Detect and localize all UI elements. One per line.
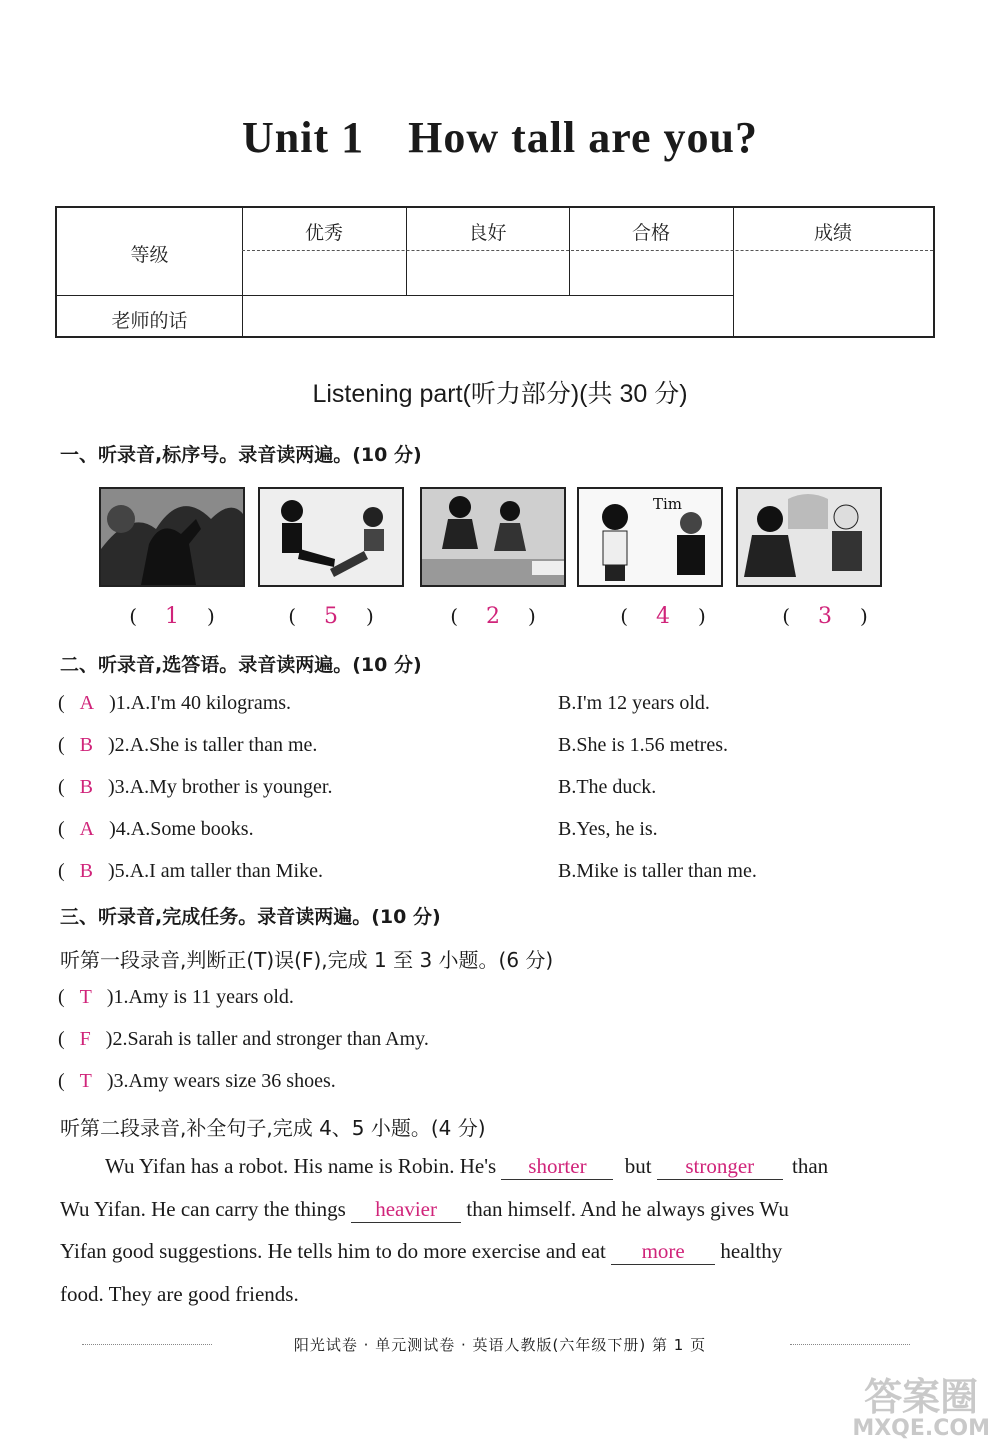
col-excellent: 优秀 <box>304 222 343 244</box>
part2-item-2: ( B )2.A.She is taller than me. <box>58 734 318 756</box>
option-b: B.She is 1.56 metres. <box>558 734 728 756</box>
part2-answer-2: B <box>79 734 94 756</box>
listening-heading: Listening part(听力部分)(共 30 分) <box>312 380 688 408</box>
blank-4: more <box>611 1239 715 1265</box>
part1-answer-2: 5 <box>324 604 338 629</box>
grade-label: 等级 <box>130 244 169 266</box>
watermark-logo: 答案圈 MXQE.COM <box>852 1375 990 1441</box>
blank-3: heavier <box>351 1197 461 1223</box>
teacher-comment-label: 老师的话 <box>111 310 188 332</box>
part2-answer-3: B <box>79 776 94 798</box>
option-a: A.My brother is younger. <box>129 776 333 798</box>
part3-heading: 三、听录音,完成任务。录音读两遍。(10 分) <box>60 906 441 928</box>
answer-paren-1: ( 1 ) <box>129 604 215 629</box>
part3-subheading-1: 听第一段录音,判断正(T)误(F),完成 1 至 3 小题。(6 分) <box>60 948 554 972</box>
blank-1: shorter <box>501 1154 613 1180</box>
answer-paren-5: ( 3 ) <box>782 604 868 629</box>
option-a: A.I'm 40 kilograms. <box>130 692 292 714</box>
page-title <box>0 112 1000 163</box>
part2-answer-5: B <box>79 860 94 882</box>
picture-3 <box>420 487 566 587</box>
part1-answer-3: 2 <box>486 604 500 629</box>
option-b: B.Mike is taller than me. <box>558 860 757 882</box>
part2-answer-4: A <box>79 818 95 840</box>
seesaw-kids-image <box>260 489 402 585</box>
part3-answer-1: T <box>79 986 92 1008</box>
picture-5 <box>736 487 882 587</box>
paragraph-line-3: Yifan good suggestions. He tells him to do more exercise and eat more healthy <box>60 1239 783 1263</box>
option-a: A.She is taller than me. <box>129 734 318 756</box>
part2-item-3: ( B )3.A.My brother is younger. <box>58 776 333 798</box>
paragraph-line-1: Wu Yifan has a robot. His name is Robin. He's shorter but stronger than <box>105 1154 829 1178</box>
part1-heading: 一、听录音,标序号。录音读两遍。(10 分) <box>60 444 422 466</box>
part2-heading: 二、听录音,选答语。录音读两遍。(10 分) <box>60 654 422 676</box>
unit-label: Unit 1 <box>242 113 365 162</box>
part3-answer-3: T <box>79 1070 92 1092</box>
paragraph-line-2: Wu Yifan. He can carry the things heavier than himself. And he always gives Wu <box>60 1197 789 1221</box>
girls-outdoors-image <box>738 489 880 585</box>
answer-paren-2: ( 5 ) <box>288 604 374 629</box>
part3-subheading-2: 听第二段录音,补全句子,完成 4、5 小题。(4 分) <box>60 1116 486 1140</box>
picture-4 <box>577 487 723 587</box>
part2-answer-1: A <box>79 692 95 714</box>
picture-4-label: Tim <box>653 495 683 513</box>
dinosaur-scene-image <box>101 489 243 585</box>
option-b: B.Yes, he is. <box>558 818 658 840</box>
picture-2 <box>258 487 404 587</box>
part2-item-4: ( A )4.A.Some books. <box>58 818 254 840</box>
col-score: 成绩 <box>813 222 852 244</box>
page-footer: 阳光试卷 · 单元测试卷 · 英语人教版(六年级下册) 第 1 页 <box>293 1336 707 1354</box>
part3-item-1: ( T )1.Amy is 11 years old. <box>58 986 294 1008</box>
grade-table <box>55 206 935 338</box>
option-a: A.Some books. <box>130 818 254 840</box>
part1-answer-1: 1 <box>165 604 179 629</box>
part3-item-3: ( T )3.Amy wears size 36 shoes. <box>58 1070 336 1092</box>
option-b: B.I'm 12 years old. <box>558 692 710 714</box>
girls-playing-image <box>422 489 564 585</box>
col-pass: 合格 <box>631 222 670 244</box>
part1-answer-5: 3 <box>818 604 832 629</box>
picture-1 <box>99 487 245 587</box>
part3-answer-2: F <box>79 1028 91 1050</box>
col-good: 良好 <box>468 222 507 244</box>
part1-answer-4: 4 <box>656 604 670 629</box>
unit-topic: How tall are you? <box>408 113 758 162</box>
answer-paren-3: ( 2 ) <box>450 604 536 629</box>
option-b: B.The duck. <box>558 776 657 798</box>
blank-2: stronger <box>657 1154 783 1180</box>
tim-and-friend-image <box>579 489 721 585</box>
answer-paren-4: ( 4 ) <box>620 604 706 629</box>
part2-item-1: ( A )1.A.I'm 40 kilograms. <box>58 692 292 714</box>
paragraph-line-4: food. They are good friends. <box>60 1282 299 1306</box>
option-a: A.I am taller than Mike. <box>129 860 323 882</box>
part2-item-5: ( B )5.A.I am taller than Mike. <box>58 860 323 882</box>
part3-item-2: ( F )2.Sarah is taller and stronger than Amy. <box>58 1028 429 1050</box>
